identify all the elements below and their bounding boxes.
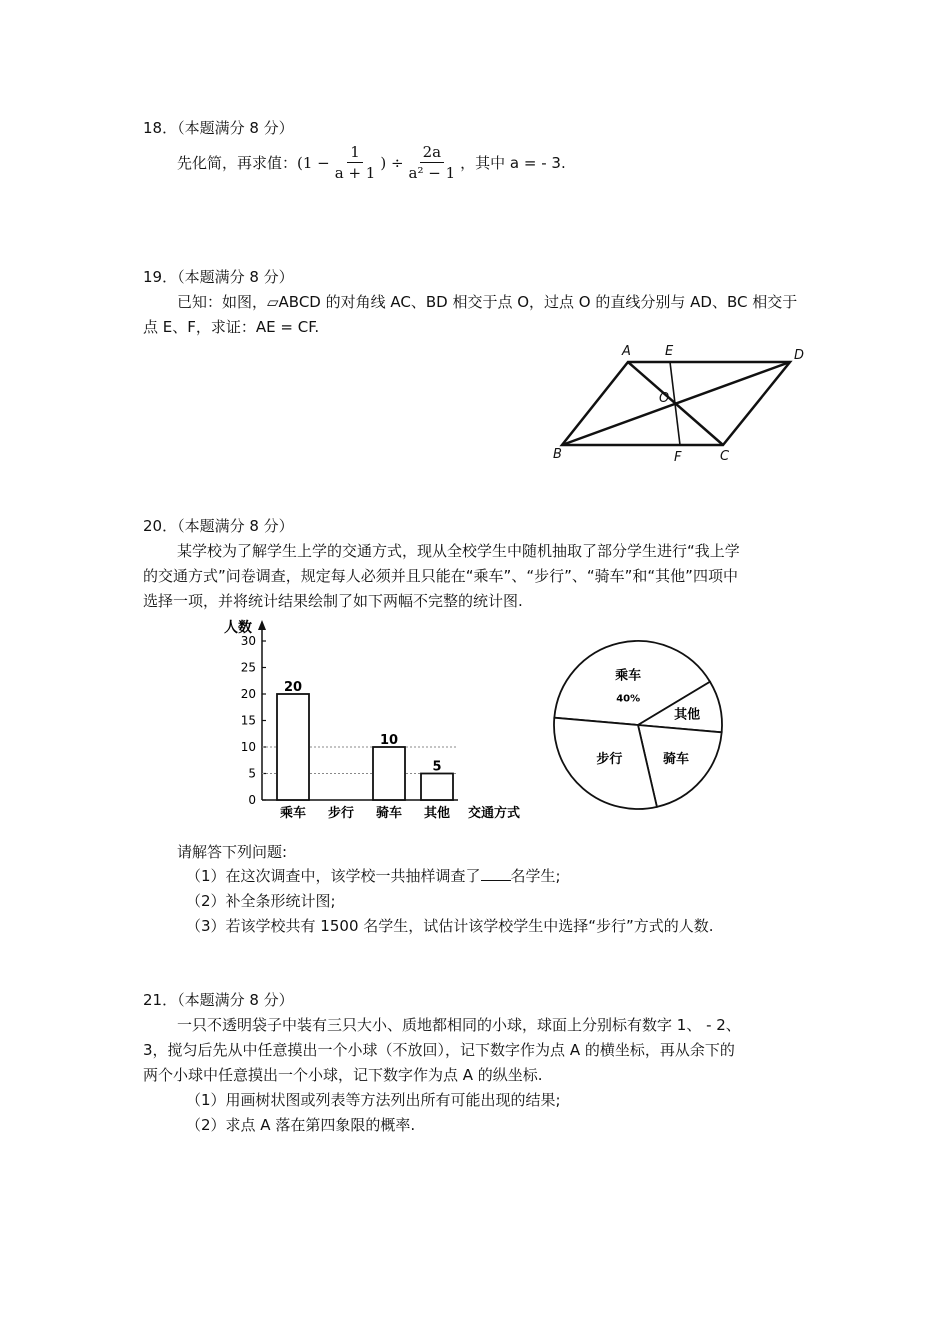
label-f: F: [674, 450, 682, 465]
x-category-label: 步行: [327, 806, 355, 821]
label-o: O: [659, 391, 670, 406]
q20-sub1: [186, 866, 561, 886]
q20-sub3: （3）若该学校共有 1500 名学生，试估计该学校学生中选择“步行”方式的人数.: [186, 917, 714, 935]
q21-line2: 3，搅匀后先从中任意摸出一个小球（不放回），记下数字作为点 A 的横坐标，再从余下的: [143, 1041, 735, 1059]
label-c: C: [720, 449, 730, 464]
q21-sub1: （1）用画树状图或列表等方法列出所有可能出现的结果;: [186, 1091, 561, 1109]
q20-sub1-end: 名学生;: [510, 867, 561, 885]
q21-line1: 一只不透明袋子中装有三只大小、质地都相同的小球，球面上分别标有数字 1、 - 2、: [177, 1016, 741, 1034]
y-tick-label: 5: [248, 766, 256, 781]
bar: [421, 774, 453, 801]
pie-slice-label: 步行: [596, 751, 623, 767]
pie-slice-label: 乘车: [615, 668, 642, 684]
bar-ylabel: 人数: [224, 620, 252, 636]
q20-sub2: （2）补全条形统计图;: [186, 892, 336, 910]
q20-line2: 的交通方式”问卷调查，规定每人必须并且只能在“乘车”、“步行”、“骑车”和“其他”四项中: [143, 567, 738, 585]
label-a: A: [622, 344, 631, 359]
bar: [277, 694, 309, 800]
label-e: E: [665, 344, 674, 359]
bar-xlabel: 交通方式: [468, 806, 521, 821]
q20-line3: 选择一项，并将统计结果绘制了如下两幅不完整的统计图.: [143, 592, 523, 610]
x-category-label: 其他: [423, 806, 451, 821]
q18-expr-open: (1 −: [297, 153, 330, 172]
pie-slice-label: 其他: [674, 707, 701, 723]
q18-heading: 18．（本题满分 8 分）: [143, 119, 294, 137]
q18-frac2-den: a² − 1: [408, 164, 456, 182]
label-d: D: [794, 348, 805, 363]
answer-blank[interactable]: [481, 866, 511, 881]
label-b: B: [553, 447, 562, 462]
q18-fraction-2: [406, 142, 459, 183]
y-axis-arrow: [258, 620, 266, 630]
bar-chart: [210, 612, 540, 827]
y-tick-label: 25: [240, 660, 256, 675]
x-category-label: 骑车: [375, 806, 403, 821]
q19-line2: 点 E、F，求证：AE = CF.: [143, 318, 320, 336]
pie-chart: [548, 635, 728, 815]
y-tick-label: 0: [248, 793, 256, 807]
q20-prompt: 请解答下列问题:: [177, 843, 288, 861]
pie-percent-label: 40%: [616, 693, 641, 705]
bar-data-label: 5: [432, 759, 442, 775]
q20-heading: 20．（本题满分 8 分）: [143, 517, 294, 535]
q21-heading: 21．（本题满分 8 分）: [143, 991, 294, 1009]
q20-line1: 某学校为了解学生上学的交通方式，现从全校学生中随机抽取了部分学生进行“我上学: [177, 542, 740, 560]
q18-frac1-den: a + 1: [334, 164, 376, 182]
q19-heading: 19．（本题满分 8 分）: [143, 268, 294, 286]
bar-data-label: 10: [379, 733, 399, 748]
q18-frac2-num: 2a: [420, 142, 445, 163]
q21-line3: 两个小球中任意摸出一个小球，记下数字作为点 A 的纵坐标.: [143, 1066, 543, 1084]
q18-problem: [177, 142, 566, 183]
q21-sub2: （2）求点 A 落在第四象限的概率.: [186, 1116, 416, 1134]
y-tick-label: 20: [240, 687, 256, 701]
q18-fraction-1: [332, 142, 379, 183]
y-tick-label: 15: [240, 713, 256, 728]
q18-frac1-num: 1: [347, 142, 363, 163]
q19-line1: 已知：如图，▱ABCD 的对角线 AC、BD 相交于点 O，过点 O 的直线分别与 AD、BC 相交于: [177, 293, 798, 311]
q18-expr-mid: ) ÷: [380, 153, 404, 172]
q20-sub1-start: （1）在这次调查中，该学校一共抽样调查了: [186, 867, 481, 885]
pie-slice-label: 骑车: [663, 752, 690, 768]
q18-intro: 先化简，再求值：: [177, 153, 298, 172]
y-tick-label: 10: [240, 740, 256, 754]
x-category-label: 乘车: [279, 806, 307, 821]
y-tick-label: 30: [240, 634, 256, 648]
q18-tail: ，其中 a = - 3.: [460, 153, 566, 172]
bar-data-label: 20: [283, 680, 303, 695]
parallelogram-figure: [540, 340, 820, 470]
bar: [373, 747, 405, 800]
